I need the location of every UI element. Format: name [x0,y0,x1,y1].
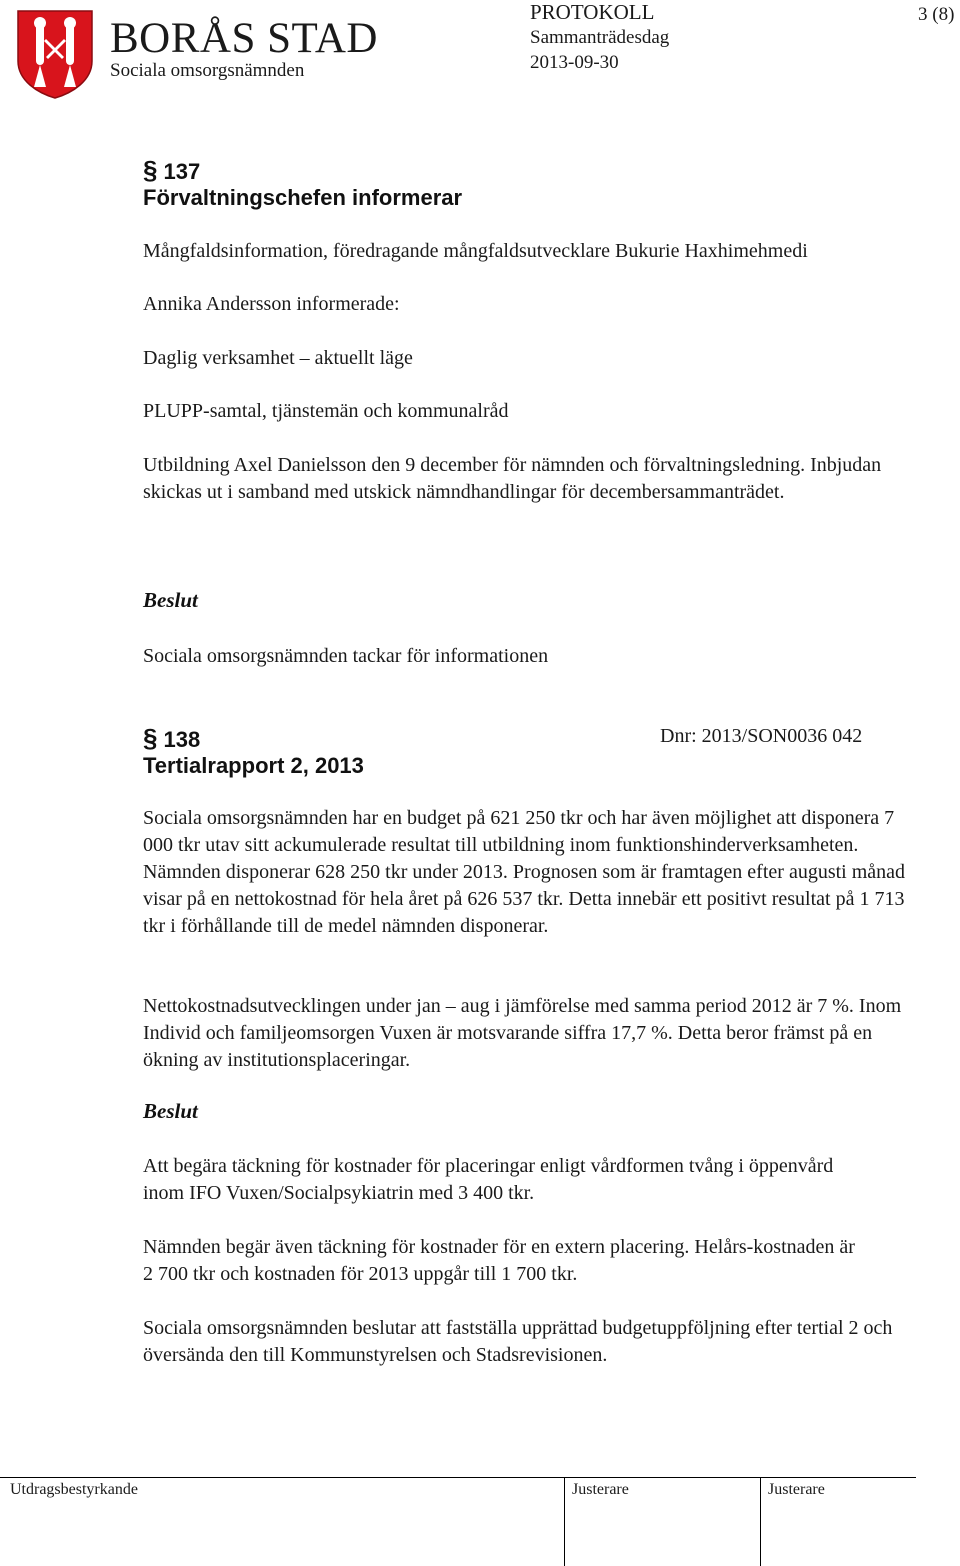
section-number-text: 137 [163,159,201,184]
city-crest-logo [16,9,94,99]
section-137-paragraph: PLUPP-samtal, tjänstemän och kommunalråd [143,400,509,422]
decision-heading: Beslut [143,588,198,612]
section-number-text: 138 [163,727,201,752]
meeting-date: 2013-09-30 [530,52,619,73]
decision-text: Att begära täckning för kostnader för placeringar enligt vårdformen tvång i öppenvård inom IFO Vuxen/Socialpsykiatrin med 3 400 tkr. [143,1155,834,1204]
section-137-paragraph: Mångfaldsinformation, föredragande mångfaldsutvecklare Bukurie Haxhimehmedi [143,240,808,262]
decision-text: Sociala omsorgsnämnden tackar för informationen [143,645,549,667]
footer-divider [564,1477,565,1566]
decision-text: Nämnden begär även täckning för kostnader för en extern placering. Helårs-kostnaden är 2 700 tkr och kostnaden för 2013 uppgår till 1 700 tkr. [143,1236,855,1285]
section-137-paragraph: Utbildning Axel Danielsson den 9 december för nämnden och förvaltningsledning. Inbjudan skickas ut i samband med utskick nämndhandlingar för decembersammanträdet. [143,454,882,503]
page-number: 3 (8) [918,4,955,25]
footer-adjuster-label: Justerare [572,1481,629,1498]
department-name: Sociala omsorgsnämnden [110,60,305,81]
meeting-label: Sammanträdesdag [530,27,670,48]
paragraph-sign-icon: § [143,723,158,753]
section-137-number [143,156,200,186]
footer-divider [760,1477,761,1566]
section-137-paragraph: Daglig verksamhet – aktuellt läge [143,347,413,369]
diary-number: Dnr: 2013/SON0036 042 [660,725,863,747]
section-137-paragraph: Annika Andersson informerade: [143,293,400,315]
paragraph-sign-icon: § [143,155,158,185]
organization-name: BORÅS STAD [110,15,378,62]
shield-icon [16,9,94,99]
section-138-paragraph: Sociala omsorgsnämnden har en budget på 621 250 tkr och har även möjlighet att disponera 7 000 tkr utav sitt ackumulerade resultat till utbildning inom funktionshinderverksamheten. Nämnden disponerar 628 250 tkr under 2013. Prognosen som är framtagen efter augusti månad visar på en nettokostnad för hela året på 626 537 tkr. Detta innebär ett positivt resultat på 1 713 tkr i förhållande till de medel nämnden disponerar. [143,807,906,937]
section-138-number [143,724,200,754]
footer-adjuster-label: Justerare [768,1481,825,1498]
footer-rule [0,1477,916,1478]
decision-text: Sociala omsorgsnämnden beslutar att fastställa upprättad budgetuppföljning efter tertial 2 och översända den till Kommunstyrelsen och Stadsrevisionen. [143,1317,893,1366]
document-type: PROTOKOLL [530,0,655,24]
decision-heading: Beslut [143,1099,198,1123]
footer-certification-label: Utdragsbestyrkande [10,1481,138,1498]
section-137-title: Förvaltningschefen informerar [143,185,463,210]
section-138-paragraph: Nettokostnadsutvecklingen under jan – aug i jämförelse med samma period 2012 är 7 %. Inom Individ och familjeomsorgen Vuxen är motsvarande siffra 17,7 %. Detta beror främst på en ökning av institutionsplaceringar. [143,995,902,1071]
section-138-title: Tertialrapport 2, 2013 [143,753,364,778]
